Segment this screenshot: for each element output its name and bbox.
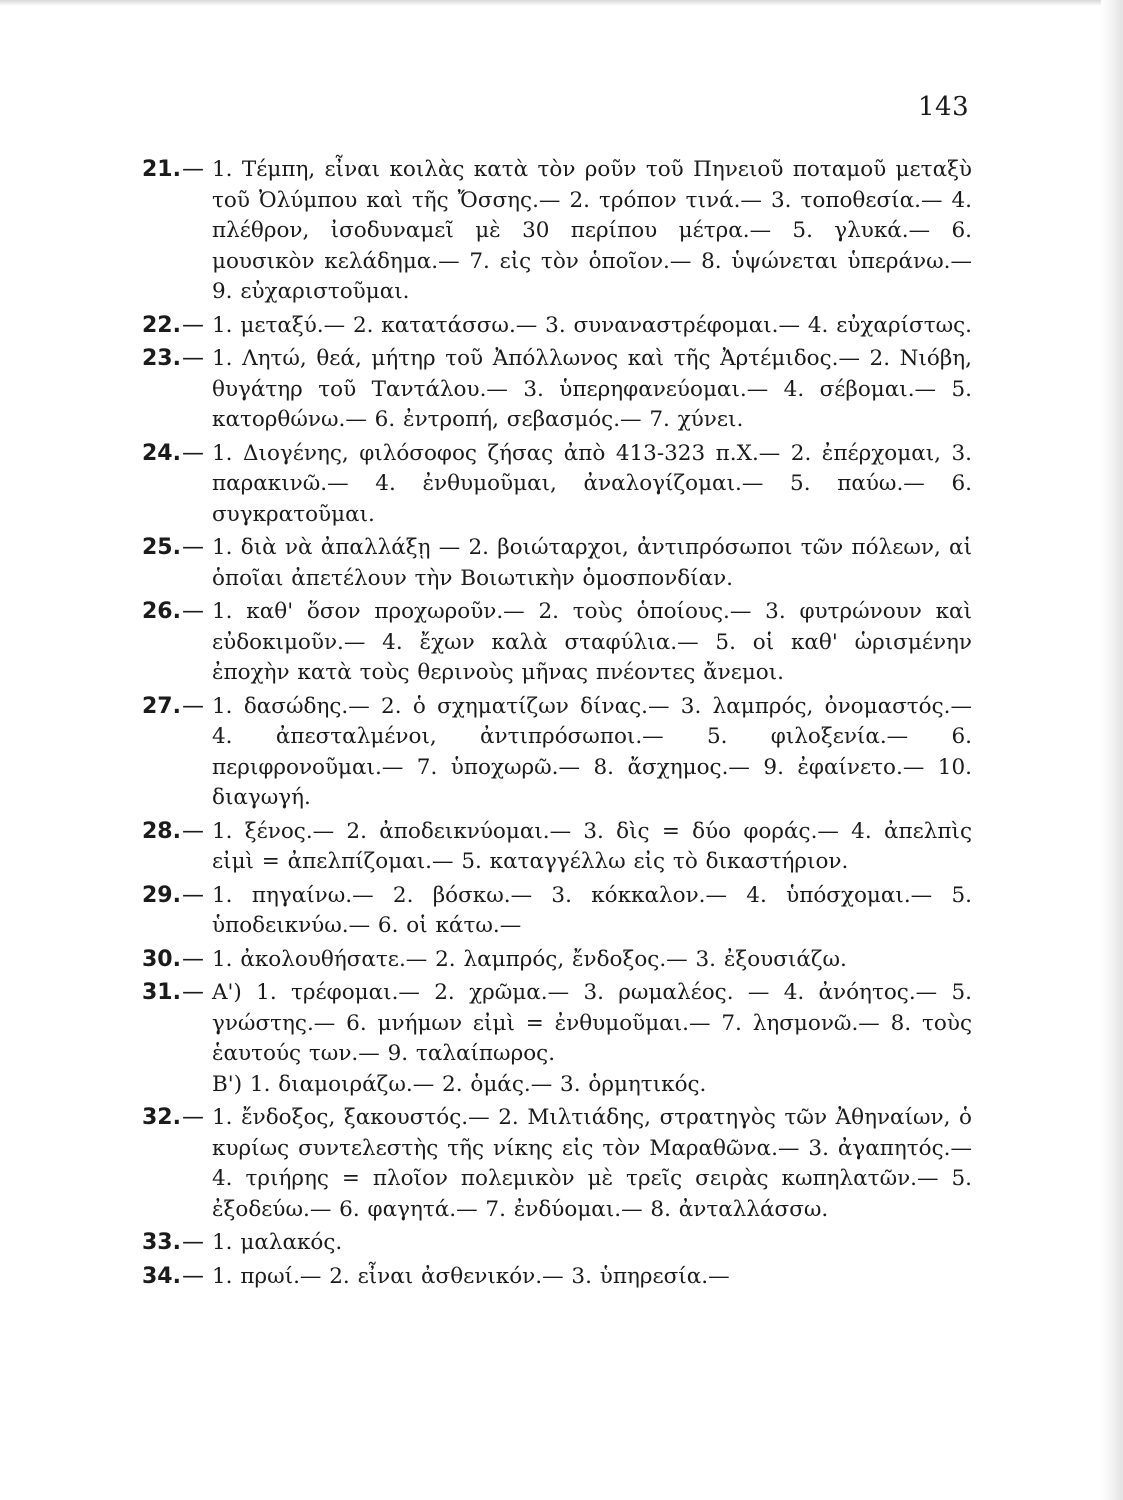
entry-number: 25. — — [142, 533, 204, 564]
entry-number: 27. — — [142, 692, 204, 723]
entry-text: 1. πηγαίνω.— 2. βόσκω.— 3. κόκκαλον.— 4. ὑπόσχομαι.— 5. ὑποδεικνύω.— 6. οἱ κάτω.— — [212, 882, 972, 938]
entry-text: 1. Διογένης, φιλόσοφος ζήσας ἀπὸ 413-323 π.Χ.— 2. ἐπέρχομαι, 3. παρακινῶ.— 4. ἐνθυμοῦμαι, ἀναλογίζομαι.— 5. παύω.— 6. συγκρατοῦμαι. — [212, 440, 972, 527]
entry-text — [212, 978, 972, 1100]
entry-number: 30. — — [142, 945, 204, 976]
entry-23 — [142, 344, 972, 436]
entry-number: 31. — — [142, 978, 204, 1009]
entry-text: 1. Λητώ, θεά, μήτηρ τοῦ Ἀπόλλωνος καὶ τῆς Ἀρτέμιδος.— 2. Νιόβη, θυγάτηρ τοῦ Ταντάλου.— 3. ὑπερηφανεύομαι.— 4. σέβομαι.— 5. κατορθώνω.— 6. ἐντροπή, σεβασμός.— 7. χύνει. — [212, 346, 972, 432]
entry-number: 28. — — [142, 817, 204, 848]
entry-29 — [142, 881, 972, 942]
entry-text: 1. μεταξύ.— 2. κατατάσσω.— 3. συναναστρέφομαι.— 4. εὐχαρίστως. — [212, 312, 972, 338]
entry-number: 21. — — [142, 155, 204, 186]
page-number: 143 — [918, 92, 970, 122]
page-top-shadow — [0, 0, 1123, 6]
entry-22 — [142, 311, 972, 342]
entry-part-b: Β') 1. διαμοιράζω.— 2. ὁμάς.— 3. ὁρμητικός. — [212, 1071, 707, 1097]
entry-number: 32. — — [142, 1103, 204, 1134]
entry-text: 1. ἔνδοξος, ξακουστός.— 2. Μιλτιάδης, στρατηγὸς τῶν Ἀθηναίων, ὁ κυρίως συντελεστὴς τῆς νίκης εἰς τὸν Μαραθῶνα.— 3. ἀγαπητός.— 4. τριήρης = πλοῖον πολεμικὸν μὲ τρεῖς σειρὰς κωπηλατῶν.— 5. ἐξοδεύω.— 6. φαγητά.— 7. ἐνδύομαι.— 8. ἀνταλλάσσω. — [212, 1105, 972, 1222]
entry-number: 29. — — [142, 881, 204, 912]
entry-text: 1. ἀκολουθήσατε.— 2. λαμπρός, ἔνδοξος.— 3. ἐξουσιάζω. — [212, 946, 847, 972]
entry-32 — [142, 1103, 972, 1225]
entry-text: 1. δασώδης.— 2. ὁ σχηματίζων δίνας.— 3. λαμπρός, ὀνομαστός.— 4. ἀπεσταλμένοι, ἀντιπρόσωποι.— 5. φιλοξενία.— 6. περιφρονοῦμαι.— 7. ὑποχωρῶ.— 8. ἄσχημος.— 9. ἐφαίνετο.— 10. διαγωγή. — [212, 693, 972, 810]
entry-28 — [142, 817, 972, 878]
entry-text: 1. διὰ νὰ ἀπαλλάξῃ — 2. βοιώταρχοι, ἀντιπρόσωποι τῶν πόλεων, αἱ ὁποῖαι ἀπετέλουν τὴν Βοιωτικὴν ὁμοσπονδίαν. — [212, 535, 972, 591]
entry-30 — [142, 945, 972, 976]
glossary-entries — [142, 155, 972, 1295]
page-edge — [1101, 0, 1123, 1500]
entry-33 — [142, 1228, 972, 1259]
entry-number: 33. — — [142, 1228, 204, 1259]
entry-24 — [142, 439, 972, 531]
entry-number: 24. — — [142, 439, 204, 470]
entry-26 — [142, 597, 972, 689]
entry-34 — [142, 1262, 972, 1293]
entry-number: 22. — — [142, 311, 204, 342]
entry-21 — [142, 155, 972, 308]
entry-25 — [142, 533, 972, 594]
entry-27 — [142, 692, 972, 814]
entry-number: 26. — — [142, 597, 204, 628]
entry-text: 1. καθ' ὅσον προχωροῦν.— 2. τοὺς ὁποίους.— 3. φυτρώνουν καὶ εὐδοκιμοῦν.— 4. ἔχων καλὰ σταφύλια.— 5. οἱ καθ' ὡρισμένην ἐποχὴν κατὰ τοὺς θερινοὺς μῆνας πνέοντες ἄνεμοι. — [212, 599, 972, 685]
entry-text: 1. Τέμπη, εἶναι κοιλὰς κατὰ τὸν ροῦν τοῦ Πηνειοῦ ποταμοῦ μεταξὺ τοῦ Ὀλύμπου καὶ τῆς Ὄσσης.— 2. τρόπον τινά.— 3. τοποθεσία.— 4. πλέθρον, ἰσοδυναμεῖ μὲ 30 περίπου μέτρα.— 5. γλυκά.— 6. μουσικὸν κελάδημα.— 7. εἰς τὸν ὁποῖον.— 8. ὑψώνεται ὑπεράνω.— 9. εὐχαριστοῦμαι. — [212, 157, 972, 304]
entry-part-a: Α') 1. τρέφομαι.— 2. χρῶμα.— 3. ρωμαλέος. — 4. ἀνόητος.— 5. γνώστης.— 6. μνήμων εἰμὶ = ἐνθυμοῦμαι.— 7. λησμονῶ.— 8. τοὺς ἑαυτούς των.— 9. ταλαίπωρος. — [212, 980, 972, 1066]
entry-number: 34. — — [142, 1262, 204, 1293]
entry-31 — [142, 978, 972, 1100]
entry-number: 23. — — [142, 344, 204, 375]
entry-text: 1. ξένος.— 2. ἀποδεικνύομαι.— 3. δὶς = δύο φοράς.— 4. ἀπελπὶς εἰμὶ = ἀπελπίζομαι.— 5. καταγγέλλω εἰς τὸ δικαστήριον. — [212, 818, 972, 874]
entry-text: 1. μαλακός. — [212, 1230, 343, 1255]
entry-text: 1. πρωί.— 2. εἶναι ἀσθενικόν.— 3. ὑπηρεσία.— — [212, 1263, 730, 1289]
